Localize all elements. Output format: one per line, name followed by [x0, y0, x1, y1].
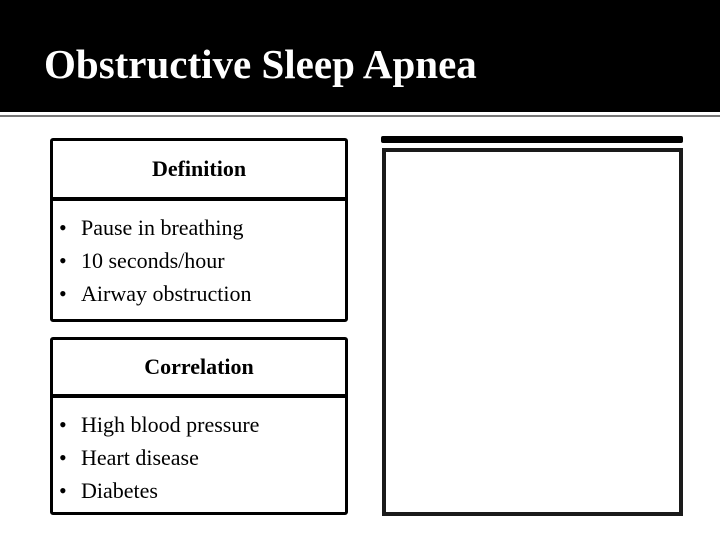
image-placeholder	[382, 148, 683, 516]
list-item: • High blood pressure	[81, 408, 345, 441]
definition-box	[50, 138, 348, 322]
list-item: • 10 seconds/hour	[81, 244, 345, 277]
definition-list	[53, 211, 345, 310]
title-bar	[0, 0, 720, 112]
list-item: • Pause in breathing	[81, 211, 345, 244]
image-top-bar	[381, 136, 683, 143]
correlation-list	[53, 408, 345, 507]
divider	[0, 115, 720, 117]
correlation-heading: Correlation	[53, 340, 345, 398]
correlation-box	[50, 337, 348, 515]
list-item: • Airway obstruction	[81, 277, 345, 310]
slide-title: Obstructive Sleep Apnea	[44, 41, 477, 87]
list-item: • Diabetes	[81, 474, 345, 507]
definition-heading: Definition	[53, 141, 345, 201]
list-item: • Heart disease	[81, 441, 345, 474]
